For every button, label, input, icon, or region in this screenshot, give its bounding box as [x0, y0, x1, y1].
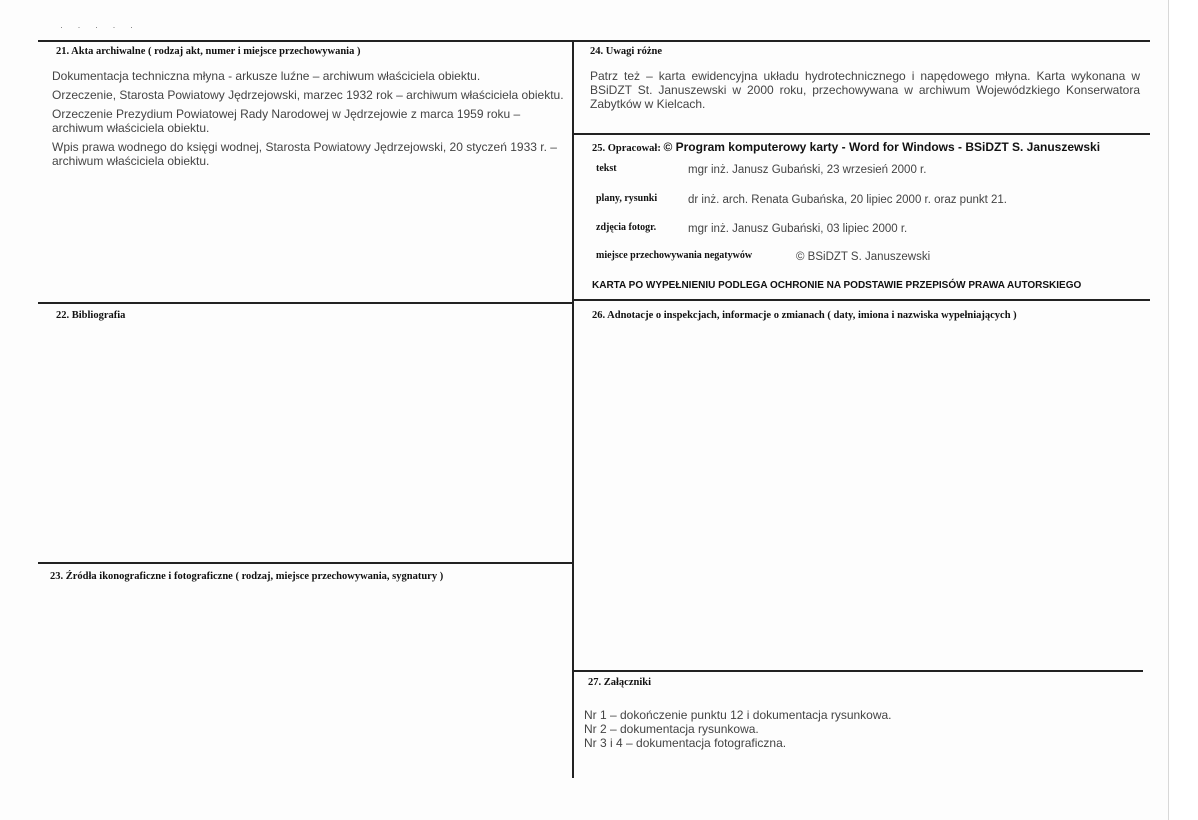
archive-entry: Orzeczenie, Starosta Powiatowy Jędrzejowski, marzec 1932 rok – archiwum właściciela obiektu.: [52, 88, 564, 102]
section-24-heading: 24. Uwagi różne: [590, 46, 663, 57]
section-25-heading: [592, 140, 1100, 154]
center-divider: [572, 40, 574, 778]
archive-entry: Orzeczenie Prezydium Powiatowej Rady Narodowej w Jędrzejowie z marca 1959 roku – archiwum właściciela obiektu.: [52, 107, 521, 135]
attachment-item: Nr 3 i 4 – dokumentacja fotograficzna.: [584, 736, 787, 750]
plans-author-label: plany, rysunki: [596, 193, 658, 204]
divider-21-22: [38, 302, 573, 304]
archive-entry: Wpis prawa wodnego do księgi wodnej, Starosta Powiatowy Jędrzejowski, 20 styczeń 1933 r. – archiwum właściciela obiektu.: [52, 140, 557, 168]
divider-22-23: [38, 562, 573, 564]
attachments-list: [584, 708, 1124, 750]
software-credit: © Program komputerowy karty - Word for Windows - BSiDZT S. Januszewski: [663, 140, 1101, 154]
text-author-value: mgr inż. Janusz Gubański, 23 wrzesień 2000 r.: [688, 164, 927, 176]
section-24-body: Patrz też – karta ewidencyjna układu hydrotechnicznego i napędowego młyna. Karta wykonana w BSiDZT St. Januszewski w 2000 roku, przechowywana w archiwum Wojewódzkiego Konserwatora Zabytków w Kielcach.: [590, 69, 1140, 111]
negatives-location-label: miejsce przechowywania negatywów: [596, 250, 753, 261]
section-27-heading: 27. Załączniki: [588, 677, 652, 688]
photos-author-value: mgr inż. Janusz Gubański, 03 lipiec 2000 r.: [688, 223, 908, 235]
scan-specks: · · · · ·: [60, 22, 139, 32]
section-26-heading: 26. Adnotacje o inspekcjach, informacje o zmianach ( daty, imiona i nazwiska wypełniających ): [592, 310, 1017, 321]
negatives-location-value: © BSiDZT S. Januszewski: [796, 251, 931, 263]
section-22-heading: 22. Bibliografia: [56, 310, 126, 321]
archive-entry: Dokumentacja techniczna młyna - arkusze luźne – archiwum właściciela obiektu.: [52, 69, 481, 83]
prepared-by-label: 25. Opracował:: [592, 143, 661, 154]
text-author-label: tekst: [596, 163, 617, 174]
section-21-heading: 21. Akta archiwalne ( rodzaj akt, numer i miejsce przechowywania ): [56, 46, 361, 57]
section-21-body: [52, 69, 564, 173]
divider-26-27: [573, 670, 1143, 672]
attachment-item: Nr 2 – dokumentacja rysunkowa.: [584, 722, 759, 736]
top-border: [38, 40, 1150, 42]
plans-author-value: dr inż. arch. Renata Gubańska, 20 lipiec 2000 r. oraz punkt 21.: [688, 194, 1007, 206]
divider-25-26: [573, 299, 1150, 301]
photos-author-label: zdjęcia fotogr.: [596, 222, 657, 233]
section-23-heading: 23. Źródła ikonograficzne i fotograficzne ( rodzaj, miejsce przechowywania, sygnatury ): [50, 571, 444, 582]
divider-24-25: [573, 133, 1150, 135]
attachment-item: Nr 1 – dokończenie punktu 12 i dokumentacja rysunkowa.: [584, 708, 892, 722]
copyright-notice: KARTA PO WYPEŁNIENIU PODLEGA OCHRONIE NA PODSTAWIE PRZEPISÓW PRAWA AUTORSKIEGO: [592, 280, 1082, 291]
